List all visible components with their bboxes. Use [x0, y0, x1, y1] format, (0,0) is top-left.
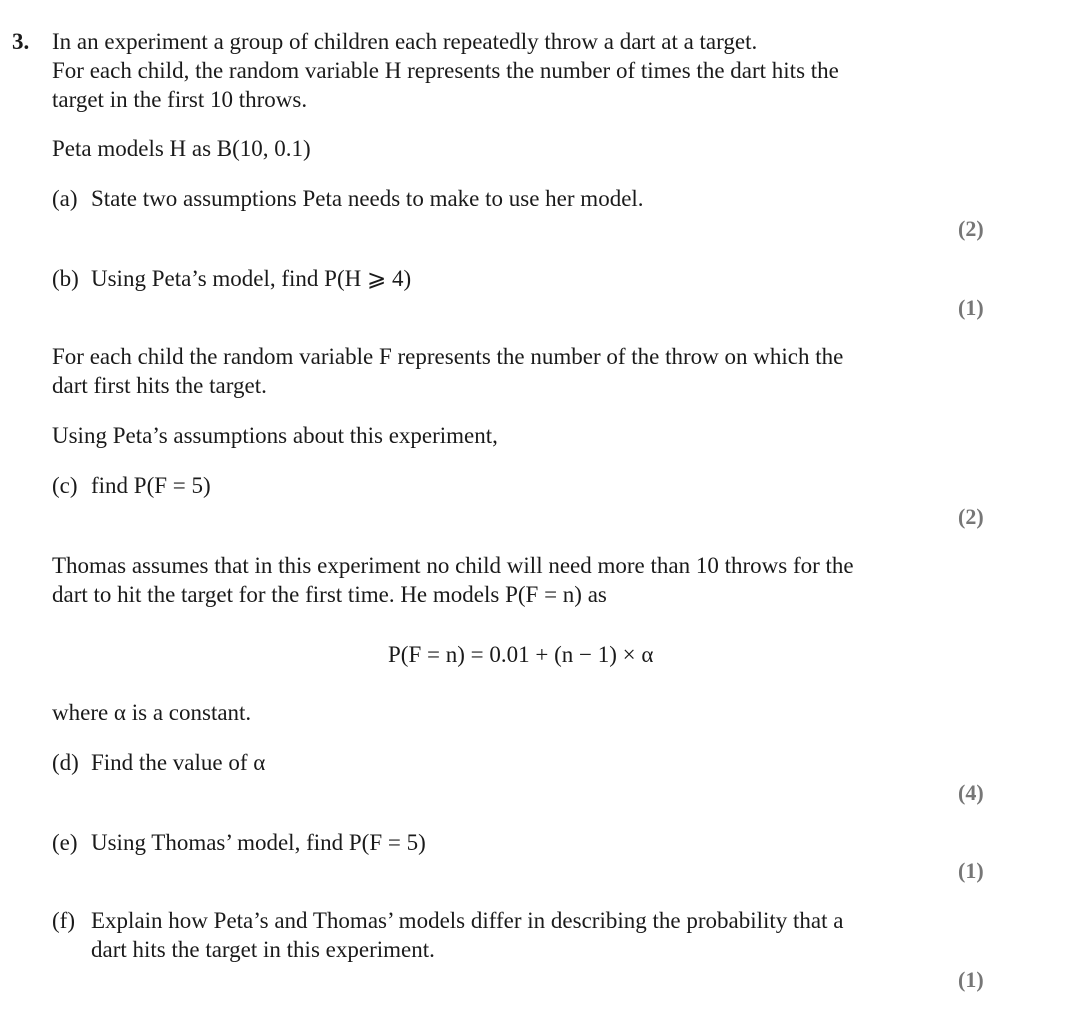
part-d-text: Find the value of α: [91, 750, 266, 775]
f-intro-line-1: For each child the random variable F represents the number of the throw on which the: [52, 344, 844, 369]
part-b-text: Using Peta’s model, find P(H ⩾ 4): [91, 266, 412, 291]
part-e-label: (e): [52, 830, 78, 855]
part-a-text: State two assumptions Peta needs to make to use her model.: [91, 186, 644, 211]
part-f-text-line-2: dart hits the target in this experiment.: [91, 937, 435, 962]
part-e-text: Using Thomas’ model, find P(F = 5): [91, 830, 426, 855]
part-d-marks: (4): [958, 780, 984, 805]
thomas-intro-line-1: Thomas assumes that in this experiment no child will need more than 10 throws for the: [52, 553, 854, 578]
peta-model: Peta models H as B(10, 0.1): [52, 136, 311, 161]
part-a-label: (a): [52, 186, 78, 211]
part-a-marks: (2): [958, 216, 984, 241]
part-d-label: (d): [52, 750, 79, 775]
part-f-label: (f): [52, 908, 75, 933]
part-f-text-line-1: Explain how Peta’s and Thomas’ models differ in describing the probability that a: [91, 908, 844, 933]
part-c-text: find P(F = 5): [91, 473, 211, 498]
part-f-marks: (1): [958, 967, 984, 992]
intro-line-3: target in the first 10 throws.: [52, 87, 308, 112]
part-e-marks: (1): [958, 858, 984, 883]
formula: P(F = n) = 0.01 + (n − 1) × α: [388, 642, 654, 667]
part-c-label: (c): [52, 473, 78, 498]
part-b-marks: (1): [958, 295, 984, 320]
question-number: 3.: [12, 29, 30, 54]
part-c-marks: (2): [958, 504, 984, 529]
thomas-intro-line-2: dart to hit the target for the first time. He models P(F = n) as: [52, 582, 607, 607]
intro-line-2: For each child, the random variable H represents the number of times the dart hits the: [52, 58, 839, 83]
constant-note: where α is a constant.: [52, 700, 252, 725]
part-b-label: (b): [52, 266, 79, 291]
peta-assumptions-text: Using Peta’s assumptions about this experiment,: [52, 423, 498, 448]
f-intro-line-2: dart first hits the target.: [52, 373, 267, 398]
intro-line-1: In an experiment a group of children each repeatedly throw a dart at a target.: [52, 29, 758, 54]
